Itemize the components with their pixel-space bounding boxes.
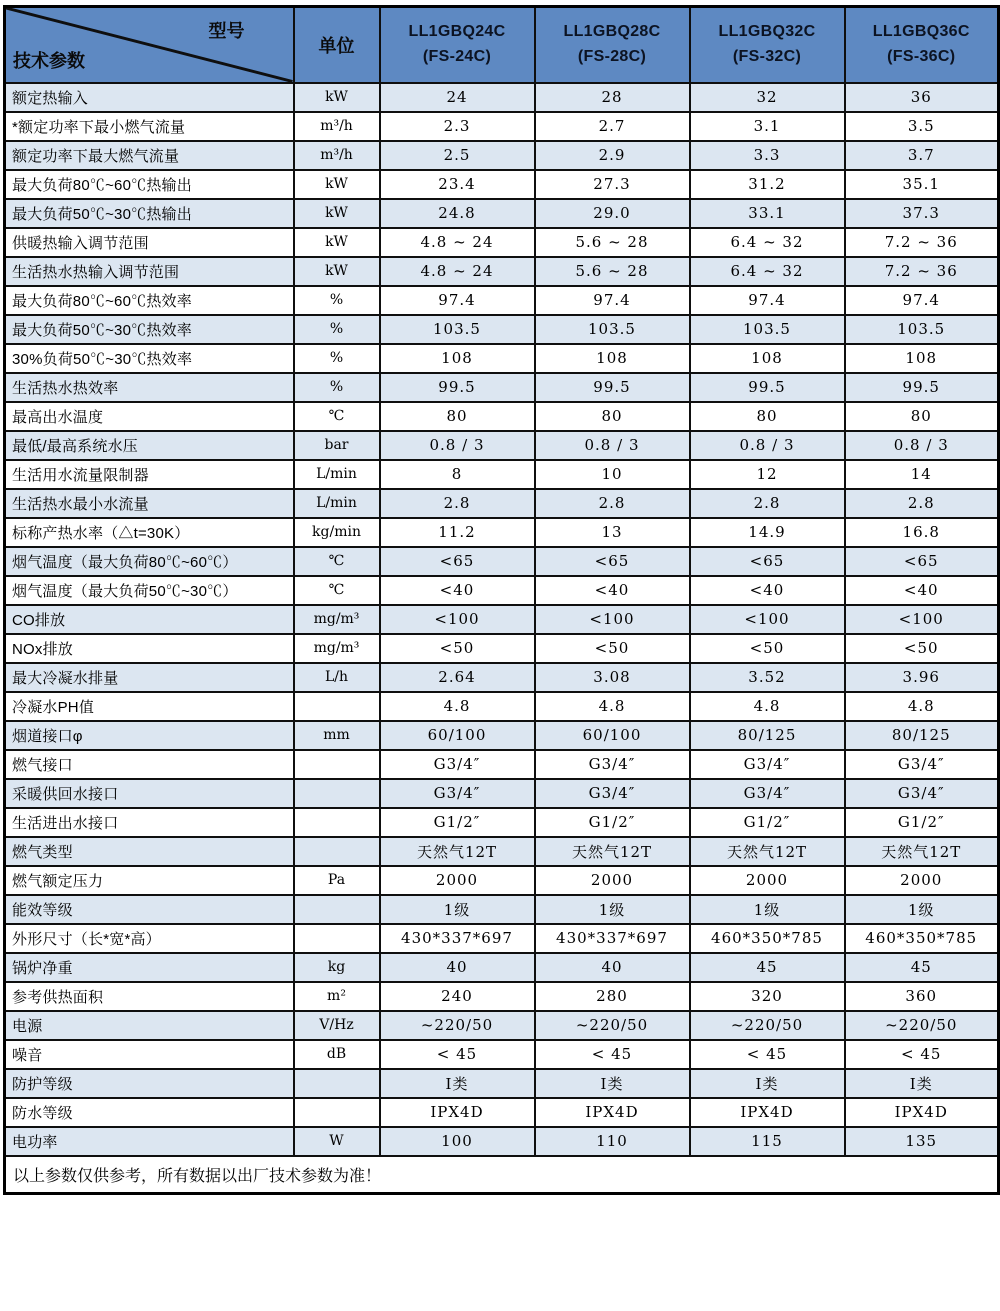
unit-cell: kW bbox=[294, 257, 380, 286]
value-cell: 99.5 bbox=[690, 373, 845, 402]
model-code: LL1GBQ36C bbox=[872, 22, 970, 40]
value-cell: 6.4 ~ 32 bbox=[690, 228, 845, 257]
table-row bbox=[5, 228, 999, 257]
value-cell: G1/2″ bbox=[380, 808, 535, 837]
value-cell: 2000 bbox=[380, 866, 535, 895]
value-cell: 32 bbox=[690, 83, 845, 112]
unit-cell bbox=[294, 808, 380, 837]
unit-cell bbox=[294, 895, 380, 924]
value-cell: ~220/50 bbox=[690, 1011, 845, 1040]
value-cell: 280 bbox=[535, 982, 690, 1011]
unit-cell bbox=[294, 924, 380, 953]
value-cell: IPX4D bbox=[845, 1098, 999, 1127]
table-row bbox=[5, 547, 999, 576]
value-cell: 108 bbox=[845, 344, 999, 373]
value-cell: G1/2″ bbox=[690, 808, 845, 837]
table-header-row bbox=[5, 7, 999, 83]
value-cell: <50 bbox=[845, 634, 999, 663]
table-row bbox=[5, 112, 999, 141]
value-cell: 4.8 ~ 24 bbox=[380, 257, 535, 286]
value-cell: 103.5 bbox=[535, 315, 690, 344]
param-label: 标称产热水率（△t=30K） bbox=[5, 518, 294, 547]
value-cell: 2.8 bbox=[380, 489, 535, 518]
unit-cell: m² bbox=[294, 982, 380, 1011]
model-code: LL1GBQ28C bbox=[563, 22, 661, 40]
value-cell: 115 bbox=[690, 1127, 845, 1156]
footer-note: 以上参数仅供参考，所有数据以出厂技术参数为准！ bbox=[5, 1156, 999, 1194]
value-cell: 1级 bbox=[845, 895, 999, 924]
table-row bbox=[5, 953, 999, 982]
value-cell: 2.7 bbox=[535, 112, 690, 141]
value-cell: 24.8 bbox=[380, 199, 535, 228]
table-row bbox=[5, 286, 999, 315]
value-cell: <50 bbox=[535, 634, 690, 663]
value-cell: 23.4 bbox=[380, 170, 535, 199]
unit-cell: ℃ bbox=[294, 576, 380, 605]
unit-cell: dB bbox=[294, 1040, 380, 1069]
param-label: 防水等级 bbox=[5, 1098, 294, 1127]
table-row bbox=[5, 402, 999, 431]
spec-table bbox=[3, 5, 1000, 1195]
value-cell: G3/4″ bbox=[380, 750, 535, 779]
value-cell: 110 bbox=[535, 1127, 690, 1156]
value-cell: 108 bbox=[380, 344, 535, 373]
unit-cell: kg bbox=[294, 953, 380, 982]
unit-cell: % bbox=[294, 373, 380, 402]
table-row bbox=[5, 924, 999, 953]
value-cell: 1级 bbox=[690, 895, 845, 924]
value-cell: 97.4 bbox=[380, 286, 535, 315]
value-cell: I类 bbox=[535, 1069, 690, 1098]
value-cell: 45 bbox=[690, 953, 845, 982]
value-cell: I类 bbox=[845, 1069, 999, 1098]
value-cell: 0.8 / 3 bbox=[380, 431, 535, 460]
param-label: 供暖热输入调节范围 bbox=[5, 228, 294, 257]
value-cell: 135 bbox=[845, 1127, 999, 1156]
param-label: *额定功率下最小燃气流量 bbox=[5, 112, 294, 141]
value-cell: 4.8 bbox=[690, 692, 845, 721]
value-cell: 60/100 bbox=[380, 721, 535, 750]
param-label: 生活热水最小水流量 bbox=[5, 489, 294, 518]
param-label: 噪音 bbox=[5, 1040, 294, 1069]
value-cell: G1/2″ bbox=[845, 808, 999, 837]
value-cell: 2.3 bbox=[380, 112, 535, 141]
param-label: 30%负荷50℃~30℃热效率 bbox=[5, 344, 294, 373]
value-cell: <100 bbox=[845, 605, 999, 634]
value-cell: G3/4″ bbox=[690, 779, 845, 808]
value-cell: 14.9 bbox=[690, 518, 845, 547]
table-row bbox=[5, 866, 999, 895]
value-cell: 108 bbox=[690, 344, 845, 373]
value-cell: G3/4″ bbox=[380, 779, 535, 808]
table-row bbox=[5, 141, 999, 170]
value-cell: 天然气12T bbox=[845, 837, 999, 866]
value-cell: <50 bbox=[690, 634, 845, 663]
value-cell: 天然气12T bbox=[535, 837, 690, 866]
value-cell: 108 bbox=[535, 344, 690, 373]
value-cell: 6.4 ~ 32 bbox=[690, 257, 845, 286]
value-cell: 4.8 bbox=[845, 692, 999, 721]
unit-cell: m³/h bbox=[294, 112, 380, 141]
param-label: 锅炉净重 bbox=[5, 953, 294, 982]
unit-cell: Pa bbox=[294, 866, 380, 895]
table-row bbox=[5, 895, 999, 924]
unit-column-header: 单位 bbox=[294, 7, 380, 83]
unit-cell: L/min bbox=[294, 489, 380, 518]
param-label: 燃气额定压力 bbox=[5, 866, 294, 895]
param-label: 生活进出水接口 bbox=[5, 808, 294, 837]
table-row bbox=[5, 1069, 999, 1098]
param-label: 电功率 bbox=[5, 1127, 294, 1156]
value-cell: 8 bbox=[380, 460, 535, 489]
value-cell: 240 bbox=[380, 982, 535, 1011]
value-cell: G3/4″ bbox=[845, 750, 999, 779]
value-cell: 2000 bbox=[535, 866, 690, 895]
value-cell: <65 bbox=[380, 547, 535, 576]
value-cell: G3/4″ bbox=[535, 750, 690, 779]
value-cell: 2.8 bbox=[535, 489, 690, 518]
table-row bbox=[5, 750, 999, 779]
value-cell: I类 bbox=[690, 1069, 845, 1098]
value-cell: 0.8 / 3 bbox=[535, 431, 690, 460]
value-cell: 2.8 bbox=[690, 489, 845, 518]
unit-cell bbox=[294, 750, 380, 779]
table-row bbox=[5, 1011, 999, 1040]
value-cell: 99.5 bbox=[845, 373, 999, 402]
param-label: 生活用水流量限制器 bbox=[5, 460, 294, 489]
table-row bbox=[5, 721, 999, 750]
value-cell: <100 bbox=[380, 605, 535, 634]
corner-model-label: 型号 bbox=[208, 21, 245, 41]
value-cell: 3.5 bbox=[845, 112, 999, 141]
value-cell: 40 bbox=[535, 953, 690, 982]
unit-cell: ℃ bbox=[294, 402, 380, 431]
value-cell: 3.52 bbox=[690, 663, 845, 692]
value-cell: 29.0 bbox=[535, 199, 690, 228]
value-cell: <40 bbox=[690, 576, 845, 605]
value-cell: 2000 bbox=[845, 866, 999, 895]
table-row bbox=[5, 692, 999, 721]
unit-cell: % bbox=[294, 286, 380, 315]
unit-cell: mg/m³ bbox=[294, 634, 380, 663]
value-cell: 35.1 bbox=[845, 170, 999, 199]
table-row bbox=[5, 1098, 999, 1127]
table-row bbox=[5, 489, 999, 518]
corner-param-label: 技术参数 bbox=[13, 50, 85, 71]
value-cell: 1级 bbox=[535, 895, 690, 924]
table-row bbox=[5, 837, 999, 866]
table-row bbox=[5, 199, 999, 228]
model-column-header-LL1GBQ24C bbox=[380, 7, 535, 83]
value-cell: 103.5 bbox=[845, 315, 999, 344]
value-cell: G3/4″ bbox=[690, 750, 845, 779]
param-label: 额定热输入 bbox=[5, 83, 294, 112]
table-row bbox=[5, 518, 999, 547]
value-cell: 430*337*697 bbox=[535, 924, 690, 953]
footer-row bbox=[5, 1156, 999, 1194]
param-label: CO排放 bbox=[5, 605, 294, 634]
param-label: 冷凝水PH值 bbox=[5, 692, 294, 721]
unit-cell bbox=[294, 1098, 380, 1127]
value-cell: 14 bbox=[845, 460, 999, 489]
param-label: 采暖供回水接口 bbox=[5, 779, 294, 808]
model-alias: (FS-36C) bbox=[887, 47, 956, 65]
value-cell: 37.3 bbox=[845, 199, 999, 228]
param-label: 防护等级 bbox=[5, 1069, 294, 1098]
param-label: 最高出水温度 bbox=[5, 402, 294, 431]
value-cell: 80/125 bbox=[845, 721, 999, 750]
value-cell: 7.2 ~ 36 bbox=[845, 228, 999, 257]
unit-cell: ℃ bbox=[294, 547, 380, 576]
model-code: LL1GBQ32C bbox=[718, 22, 816, 40]
value-cell: G3/4″ bbox=[845, 779, 999, 808]
value-cell: 460*350*785 bbox=[690, 924, 845, 953]
unit-cell: kW bbox=[294, 199, 380, 228]
table-row bbox=[5, 663, 999, 692]
param-label: 生活热水热输入调节范围 bbox=[5, 257, 294, 286]
param-label: 最大负荷80℃~60℃热输出 bbox=[5, 170, 294, 199]
value-cell: <40 bbox=[380, 576, 535, 605]
param-label: 最低/最高系统水压 bbox=[5, 431, 294, 460]
table-row bbox=[5, 431, 999, 460]
value-cell: 24 bbox=[380, 83, 535, 112]
value-cell: < 45 bbox=[380, 1040, 535, 1069]
value-cell: <65 bbox=[690, 547, 845, 576]
value-cell: 0.8 / 3 bbox=[690, 431, 845, 460]
table-row bbox=[5, 982, 999, 1011]
value-cell: ~220/50 bbox=[845, 1011, 999, 1040]
param-label: 烟气温度（最大负荷50℃~30℃） bbox=[5, 576, 294, 605]
unit-cell: L/h bbox=[294, 663, 380, 692]
param-label: NOx排放 bbox=[5, 634, 294, 663]
value-cell: 4.8 bbox=[535, 692, 690, 721]
value-cell: G1/2″ bbox=[535, 808, 690, 837]
value-cell: 460*350*785 bbox=[845, 924, 999, 953]
value-cell: <40 bbox=[845, 576, 999, 605]
value-cell: 3.1 bbox=[690, 112, 845, 141]
value-cell: <100 bbox=[690, 605, 845, 634]
unit-cell: mg/m³ bbox=[294, 605, 380, 634]
unit-cell: mm bbox=[294, 721, 380, 750]
unit-cell: m³/h bbox=[294, 141, 380, 170]
value-cell: 430*337*697 bbox=[380, 924, 535, 953]
table-row bbox=[5, 576, 999, 605]
value-cell: I类 bbox=[380, 1069, 535, 1098]
table-row bbox=[5, 634, 999, 663]
value-cell: 97.4 bbox=[535, 286, 690, 315]
table-row bbox=[5, 373, 999, 402]
value-cell: 2000 bbox=[690, 866, 845, 895]
unit-cell: kW bbox=[294, 170, 380, 199]
value-cell: 80 bbox=[380, 402, 535, 431]
table-row bbox=[5, 170, 999, 199]
value-cell: 0.8 / 3 bbox=[845, 431, 999, 460]
table-row bbox=[5, 344, 999, 373]
table-row bbox=[5, 83, 999, 112]
value-cell: 40 bbox=[380, 953, 535, 982]
param-label: 额定功率下最大燃气流量 bbox=[5, 141, 294, 170]
table-row bbox=[5, 460, 999, 489]
value-cell: 2.9 bbox=[535, 141, 690, 170]
table-row bbox=[5, 605, 999, 634]
value-cell: 33.1 bbox=[690, 199, 845, 228]
value-cell: 60/100 bbox=[535, 721, 690, 750]
value-cell: 11.2 bbox=[380, 518, 535, 547]
unit-cell: kg/min bbox=[294, 518, 380, 547]
value-cell: 5.6 ~ 28 bbox=[535, 228, 690, 257]
table-row bbox=[5, 257, 999, 286]
param-label: 烟道接口φ bbox=[5, 721, 294, 750]
param-label: 生活热水热效率 bbox=[5, 373, 294, 402]
param-label: 最大负荷50℃~30℃热输出 bbox=[5, 199, 294, 228]
value-cell: <50 bbox=[380, 634, 535, 663]
param-label: 最大冷凝水排量 bbox=[5, 663, 294, 692]
value-cell: 16.8 bbox=[845, 518, 999, 547]
table-row bbox=[5, 1127, 999, 1156]
value-cell: 5.6 ~ 28 bbox=[535, 257, 690, 286]
unit-cell: kW bbox=[294, 83, 380, 112]
param-label: 外形尺寸（长*宽*高） bbox=[5, 924, 294, 953]
value-cell: < 45 bbox=[535, 1040, 690, 1069]
value-cell: 103.5 bbox=[380, 315, 535, 344]
value-cell: 4.8 ~ 24 bbox=[380, 228, 535, 257]
unit-cell: bar bbox=[294, 431, 380, 460]
table-row bbox=[5, 1040, 999, 1069]
value-cell: 3.7 bbox=[845, 141, 999, 170]
value-cell: 80 bbox=[845, 402, 999, 431]
value-cell: G3/4″ bbox=[535, 779, 690, 808]
param-label: 参考供热面积 bbox=[5, 982, 294, 1011]
param-label: 能效等级 bbox=[5, 895, 294, 924]
model-column-header-LL1GBQ28C bbox=[535, 7, 690, 83]
value-cell: 3.96 bbox=[845, 663, 999, 692]
unit-cell: V/Hz bbox=[294, 1011, 380, 1040]
model-alias: (FS-24C) bbox=[422, 47, 492, 65]
unit-cell: W bbox=[294, 1127, 380, 1156]
value-cell: 99.5 bbox=[380, 373, 535, 402]
table-row bbox=[5, 779, 999, 808]
value-cell: 12 bbox=[690, 460, 845, 489]
value-cell: 100 bbox=[380, 1127, 535, 1156]
value-cell: <40 bbox=[535, 576, 690, 605]
value-cell: 99.5 bbox=[535, 373, 690, 402]
value-cell: 7.2 ~ 36 bbox=[845, 257, 999, 286]
value-cell: <65 bbox=[845, 547, 999, 576]
value-cell: 36 bbox=[845, 83, 999, 112]
unit-cell bbox=[294, 837, 380, 866]
unit-cell: L/min bbox=[294, 460, 380, 489]
value-cell: <65 bbox=[535, 547, 690, 576]
value-cell: 13 bbox=[535, 518, 690, 547]
table-row bbox=[5, 808, 999, 837]
value-cell: ~220/50 bbox=[535, 1011, 690, 1040]
model-column-header-LL1GBQ36C bbox=[845, 7, 999, 83]
unit-cell bbox=[294, 779, 380, 808]
unit-cell: % bbox=[294, 315, 380, 344]
value-cell: 2.5 bbox=[380, 141, 535, 170]
param-label: 最大负荷50℃~30℃热效率 bbox=[5, 315, 294, 344]
diagonal-corner-cell bbox=[5, 7, 294, 83]
value-cell: 80/125 bbox=[690, 721, 845, 750]
model-code: LL1GBQ24C bbox=[408, 22, 506, 40]
model-column-header-LL1GBQ32C bbox=[690, 7, 845, 83]
param-label: 燃气接口 bbox=[5, 750, 294, 779]
value-cell: 3.3 bbox=[690, 141, 845, 170]
value-cell: 1级 bbox=[380, 895, 535, 924]
value-cell: 天然气12T bbox=[380, 837, 535, 866]
value-cell: 103.5 bbox=[690, 315, 845, 344]
unit-cell bbox=[294, 692, 380, 721]
value-cell: 80 bbox=[535, 402, 690, 431]
value-cell: 27.3 bbox=[535, 170, 690, 199]
unit-cell bbox=[294, 1069, 380, 1098]
model-alias: (FS-28C) bbox=[577, 47, 647, 65]
value-cell: 360 bbox=[845, 982, 999, 1011]
value-cell: 320 bbox=[690, 982, 845, 1011]
value-cell: ~220/50 bbox=[380, 1011, 535, 1040]
value-cell: IPX4D bbox=[380, 1098, 535, 1127]
value-cell: 10 bbox=[535, 460, 690, 489]
unit-cell: kW bbox=[294, 228, 380, 257]
model-alias: (FS-32C) bbox=[732, 47, 802, 65]
param-label: 最大负荷80℃~60℃热效率 bbox=[5, 286, 294, 315]
value-cell: 4.8 bbox=[380, 692, 535, 721]
value-cell: 2.8 bbox=[845, 489, 999, 518]
value-cell: 80 bbox=[690, 402, 845, 431]
table-row bbox=[5, 315, 999, 344]
value-cell: <100 bbox=[535, 605, 690, 634]
param-label: 电源 bbox=[5, 1011, 294, 1040]
param-label: 燃气类型 bbox=[5, 837, 294, 866]
value-cell: 97.4 bbox=[845, 286, 999, 315]
value-cell: 3.08 bbox=[535, 663, 690, 692]
value-cell: 天然气12T bbox=[690, 837, 845, 866]
unit-cell: % bbox=[294, 344, 380, 373]
value-cell: 28 bbox=[535, 83, 690, 112]
value-cell: IPX4D bbox=[535, 1098, 690, 1127]
value-cell: < 45 bbox=[690, 1040, 845, 1069]
value-cell: 2.64 bbox=[380, 663, 535, 692]
value-cell: 31.2 bbox=[690, 170, 845, 199]
param-label: 烟气温度（最大负荷80℃~60℃） bbox=[5, 547, 294, 576]
value-cell: 97.4 bbox=[690, 286, 845, 315]
value-cell: 45 bbox=[845, 953, 999, 982]
value-cell: IPX4D bbox=[690, 1098, 845, 1127]
value-cell: < 45 bbox=[845, 1040, 999, 1069]
